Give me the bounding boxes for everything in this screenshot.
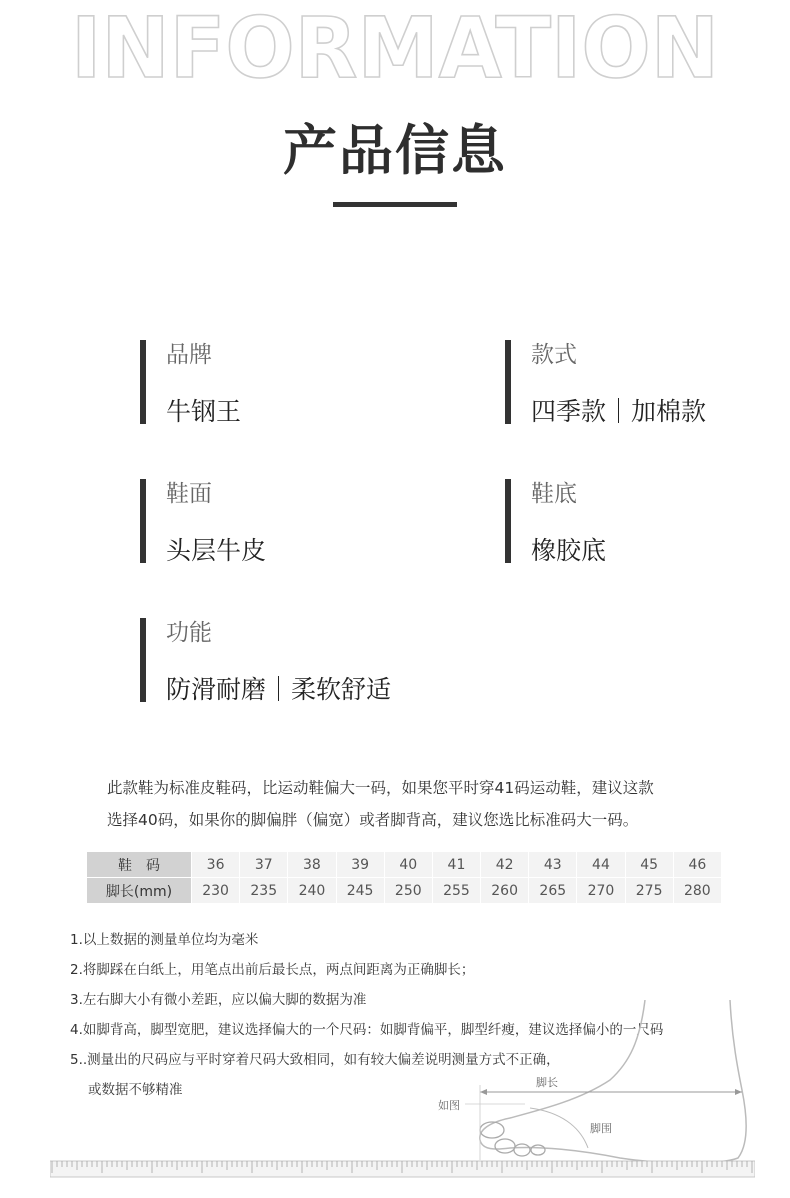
- length-cell: 275: [626, 878, 673, 903]
- size-note-line: 选择40码，如果你的脚偏胖（偏宽）或者脚背高，建议您选比标准码大一码。: [107, 811, 639, 829]
- tip-item: 4.如脚背高，脚型宽肥，建议选择偏大的一个尺码：如脚背偏平，脚型纤瘦，建议选择偏小的一尺码: [70, 1022, 664, 1038]
- length-cell: 255: [433, 878, 480, 903]
- length-cell: 240: [288, 878, 335, 903]
- page-title: 产品信息: [283, 119, 507, 182]
- title-underline: [333, 202, 457, 207]
- spec-label: 品牌: [166, 342, 212, 368]
- spec-value: 牛钢王: [166, 397, 242, 426]
- foot-length-label: 脚长: [536, 1076, 558, 1089]
- size-cell: 43: [529, 852, 576, 877]
- foot-measure-illustration-icon: [420, 1000, 760, 1170]
- ruler-icon: [50, 1160, 755, 1178]
- spec-value: 四季款｜加棉款: [531, 397, 707, 426]
- size-cell: 38: [288, 852, 335, 877]
- size-cell: 45: [626, 852, 673, 877]
- spec-label: 款式: [531, 342, 577, 368]
- size-cell: 41: [433, 852, 480, 877]
- length-cell: 245: [337, 878, 384, 903]
- tip-item: 1.以上数据的测量单位均为毫米: [70, 932, 259, 948]
- size-cell: 42: [481, 852, 528, 877]
- spec-bar: [140, 340, 146, 424]
- spec-bar: [140, 618, 146, 702]
- spec-bar: [140, 479, 146, 563]
- spec-value: 防滑耐磨｜柔软舒适: [166, 675, 392, 704]
- information-outline-text: INFORMATION: [71, 4, 719, 84]
- length-cell: 265: [529, 878, 576, 903]
- size-header-cell: 鞋 码: [87, 852, 191, 877]
- spec-value: 橡胶底: [531, 536, 607, 565]
- size-table: [86, 851, 722, 904]
- header-english-word: [0, 4, 790, 84]
- spec-value: 头层牛皮: [166, 536, 267, 565]
- tip-item: 或数据不够精准: [88, 1082, 183, 1098]
- length-cell: 270: [577, 878, 624, 903]
- size-note-line: 此款鞋为标准皮鞋码，比运动鞋偏大一码，如果您平时穿41码运动鞋，建议这款: [107, 779, 654, 797]
- as-shown-label: 如图: [438, 1099, 460, 1112]
- spec-label: 功能: [166, 620, 212, 646]
- length-cell: 230: [192, 878, 239, 903]
- size-cell: 44: [577, 852, 624, 877]
- tip-item: 5..测量出的尺码应与平时穿着尺码大致相同，如有较大偏差说明测量方式不正确，: [70, 1052, 560, 1068]
- size-cell: 37: [240, 852, 287, 877]
- tip-item: 3.左右脚大小有微小差距，应以偏大脚的数据为准: [70, 992, 367, 1008]
- length-cell: 235: [240, 878, 287, 903]
- size-cell: 40: [385, 852, 432, 877]
- tip-item: 2.将脚踩在白纸上，用笔点出前后最长点，两点间距离为正确脚长；: [70, 962, 475, 978]
- spec-bar: [505, 340, 511, 424]
- size-cell: 46: [674, 852, 721, 877]
- foot-girth-label: 脚围: [590, 1122, 612, 1135]
- spec-label: 鞋面: [166, 481, 212, 507]
- length-cell: 280: [674, 878, 721, 903]
- table-row: [87, 878, 721, 903]
- table-row: [87, 852, 721, 877]
- spec-bar: [505, 479, 511, 563]
- length-cell: 260: [481, 878, 528, 903]
- size-cell: 39: [337, 852, 384, 877]
- length-cell: 250: [385, 878, 432, 903]
- spec-label: 鞋底: [531, 481, 577, 507]
- size-note: [107, 772, 727, 836]
- size-cell: 36: [192, 852, 239, 877]
- length-header-cell: 脚长(mm): [87, 878, 191, 903]
